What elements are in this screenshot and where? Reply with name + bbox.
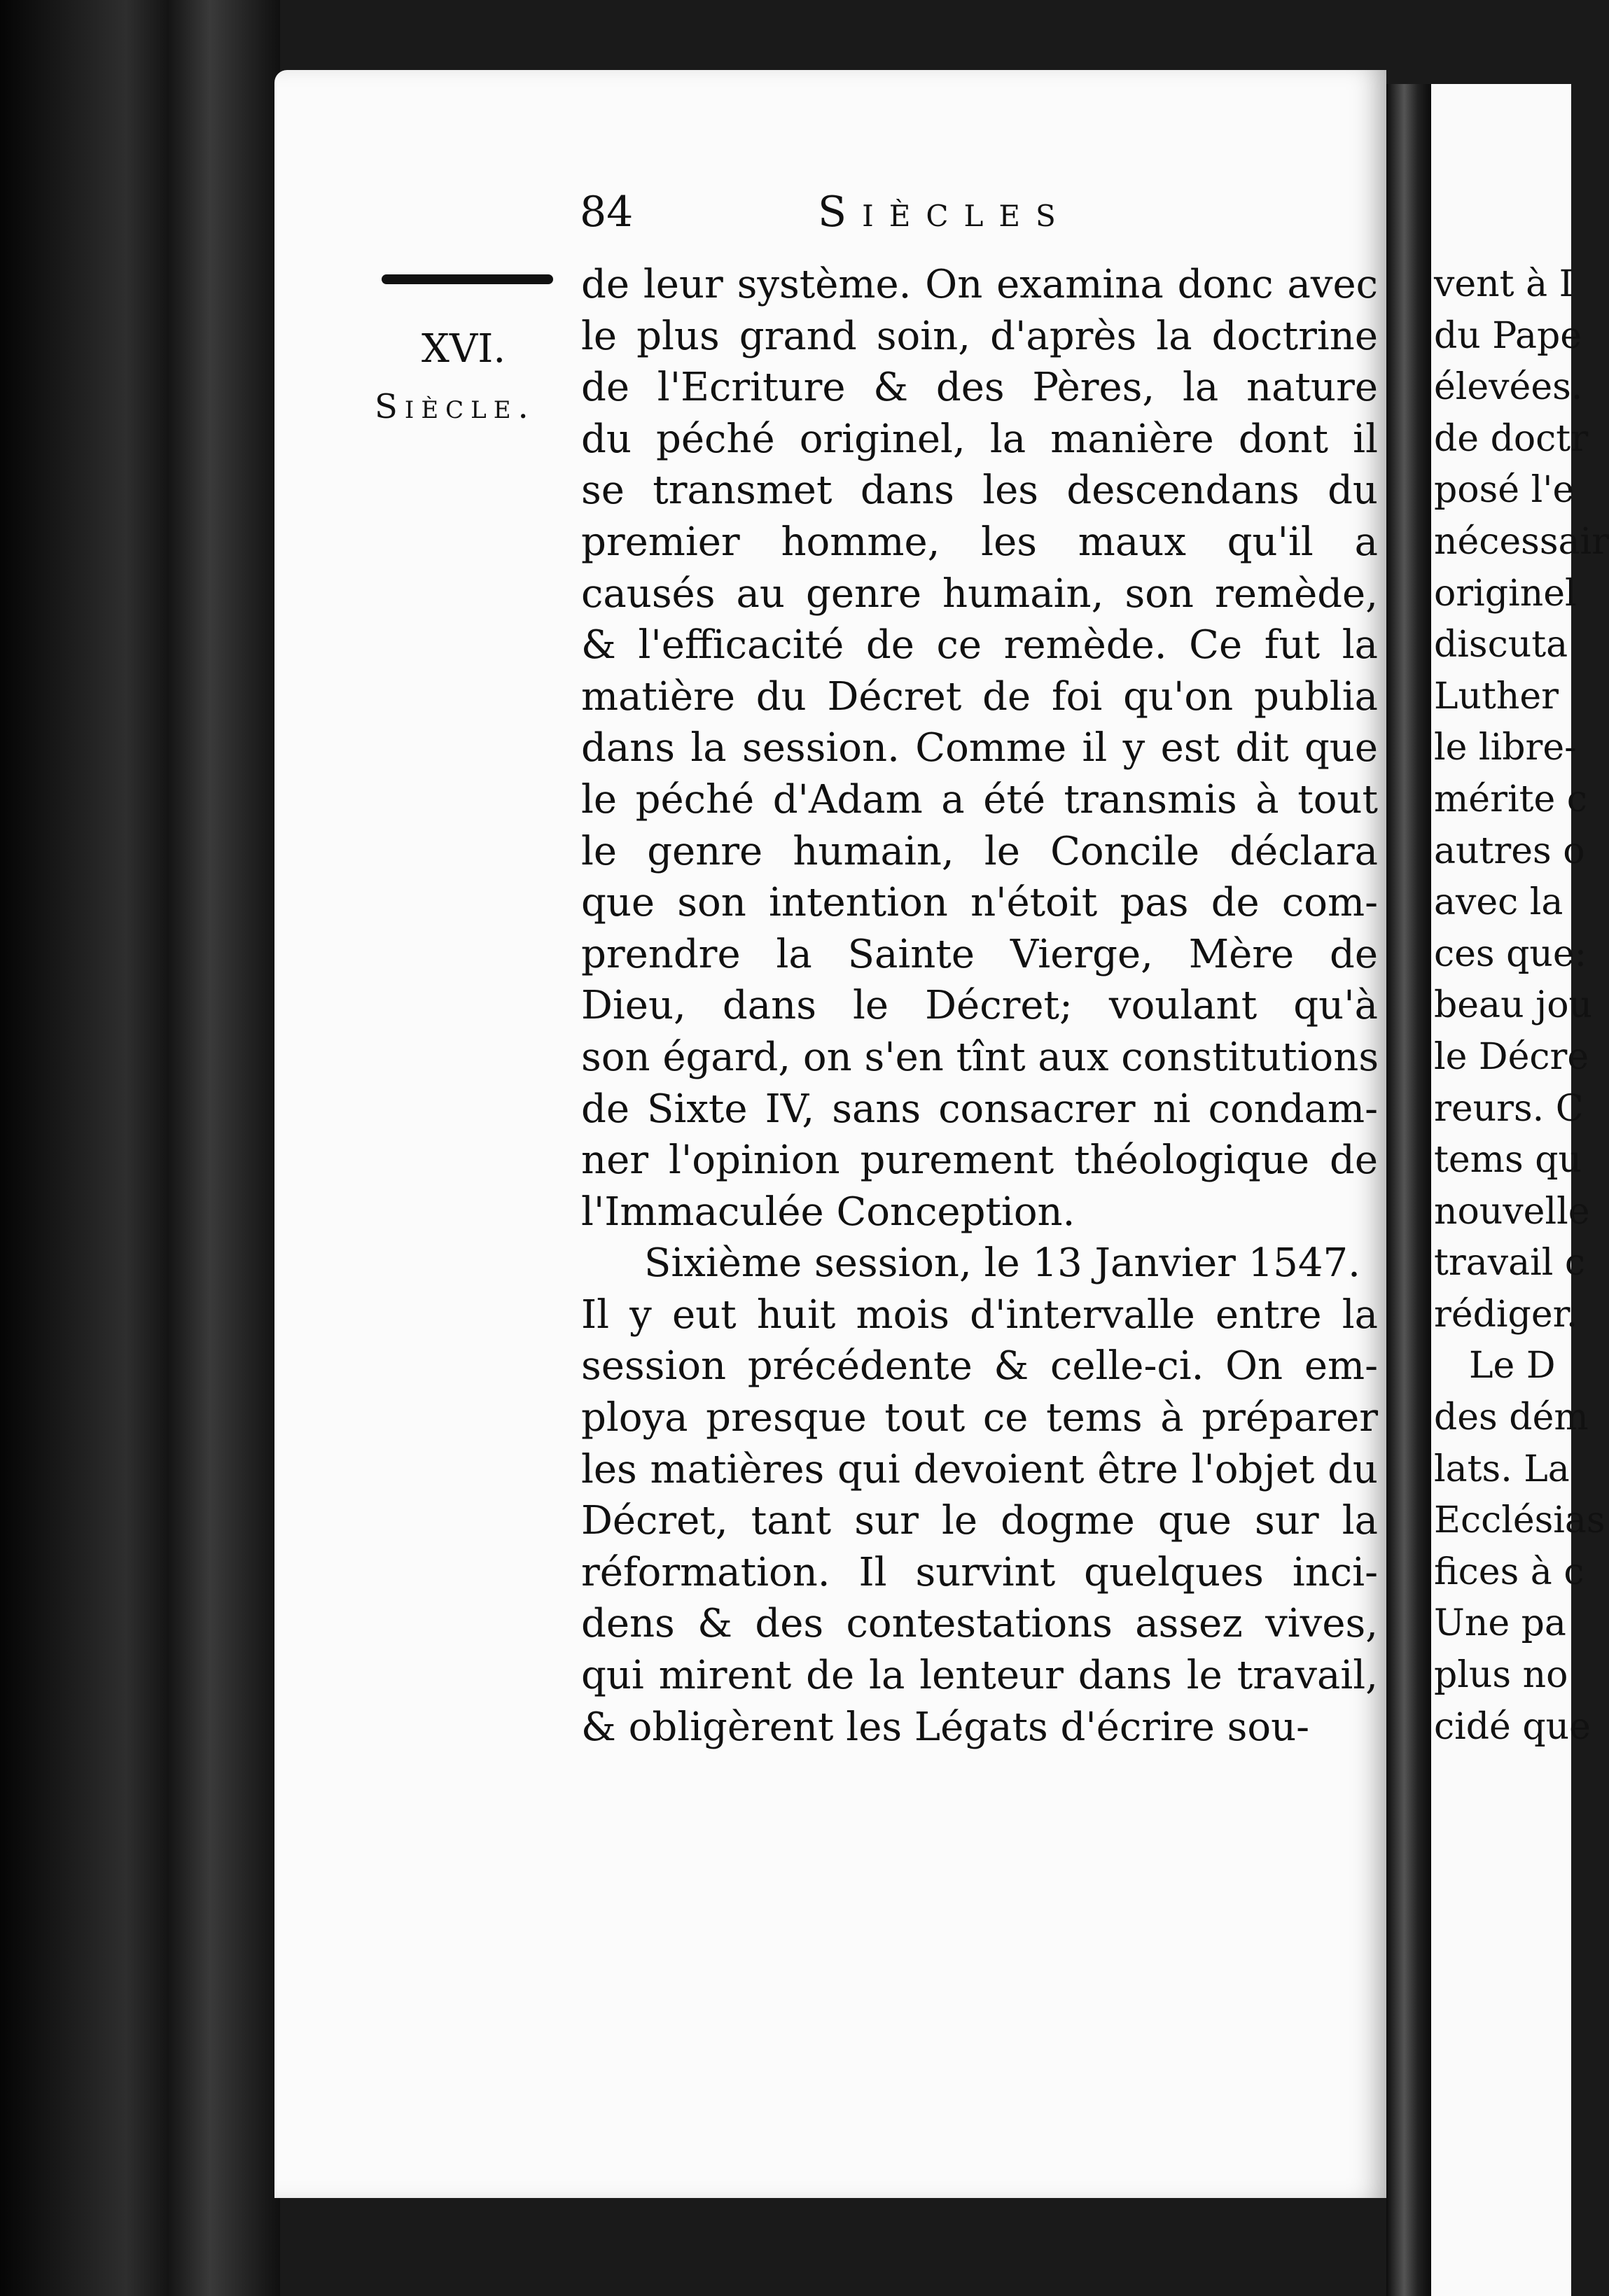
- text-line: mérite c: [1434, 778, 1587, 820]
- text-line: beau jou: [1434, 984, 1593, 1027]
- text-line: de l'Ecriture & des Pères, la nature: [581, 365, 1378, 411]
- text-line: des dém: [1434, 1396, 1589, 1439]
- text-line: Une pa: [1434, 1602, 1566, 1645]
- text-line: le libre-: [1434, 727, 1577, 769]
- text-line: Dieu, dans le Décret; voulant qu'à: [581, 983, 1378, 1029]
- text-line: que son intention n'étoit pas de com-: [581, 880, 1378, 926]
- text-line: session précédente & celle-ci. On em-: [581, 1343, 1378, 1390]
- text-line: nouvelle: [1434, 1190, 1590, 1233]
- text-line: le Décre: [1434, 1035, 1589, 1078]
- text-line: ner l'opinion purement théologique de: [581, 1138, 1378, 1184]
- text-line: discuta: [1434, 624, 1568, 666]
- text-line: reurs. C: [1434, 1087, 1584, 1130]
- text-line: du Pape: [1434, 314, 1582, 357]
- text-line: Sixième session, le 13 Janvier 1547.: [644, 1240, 1360, 1287]
- text-line: dens & des contestations assez vives,: [581, 1601, 1378, 1647]
- text-line: Décret, tant sur le dogme que sur la: [581, 1498, 1378, 1544]
- text-line: élevées.: [1434, 366, 1583, 409]
- text-line: originel: [1434, 572, 1577, 615]
- book-gutter: [1386, 84, 1431, 2296]
- text-line: le genre humain, le Concile déclara: [581, 828, 1378, 874]
- marginal-rule-ornament: [382, 274, 553, 284]
- text-line: réformation. Il survint quelques inci-: [581, 1549, 1378, 1595]
- text-line: & l'efficacité de ce remède. Ce fut la: [581, 622, 1378, 668]
- text-line: posé l'e: [1434, 469, 1575, 512]
- margin-century-number: XVI.: [422, 326, 506, 372]
- text-line: se transmet dans les descendans du: [581, 468, 1378, 514]
- text-line: ploya presque tout ce tems à préparer: [581, 1395, 1378, 1441]
- text-line: prendre la Sainte Vierge, Mère de: [581, 931, 1378, 977]
- running-title: Siècles: [818, 188, 1071, 237]
- text-line: cidé que: [1434, 1705, 1591, 1748]
- text-line: tems qu: [1434, 1139, 1582, 1182]
- text-line: ces que:: [1434, 932, 1587, 975]
- text-line: premier homme, les maux qu'il a: [581, 519, 1378, 565]
- text-line: de Sixte IV, sans consacrer ni condam-: [581, 1086, 1378, 1132]
- text-line: Ecclésias: [1434, 1499, 1605, 1542]
- text-line: le péché d'Adam a été transmis à tout: [581, 776, 1378, 822]
- text-line: autres o: [1434, 830, 1585, 872]
- text-line: & obligèrent les Légats d'écrire sou-: [581, 1704, 1310, 1750]
- text-line: matière du Décret de foi qu'on publia: [581, 673, 1378, 720]
- text-line: l'Immaculée Conception.: [581, 1189, 1075, 1235]
- left-page-body-text: [581, 259, 1378, 1753]
- text-line: causés au genre humain, son remède,: [581, 570, 1378, 617]
- text-line: de doctr: [1434, 417, 1589, 460]
- text-line: Luther: [1434, 675, 1559, 718]
- text-line: lats. La: [1434, 1448, 1570, 1490]
- text-line: dans la session. Comme il y est dit que: [581, 725, 1378, 771]
- text-line: vent à I: [1434, 263, 1574, 305]
- text-line: du péché originel, la manière dont il: [581, 416, 1378, 462]
- text-line: de leur système. On examina donc avec: [581, 262, 1378, 307]
- page-number: 84: [580, 188, 634, 237]
- text-line: rédiger.: [1434, 1293, 1578, 1336]
- text-line: travail c: [1434, 1242, 1586, 1284]
- text-line: les matières qui devoient être l'objet du: [581, 1446, 1378, 1492]
- text-line: plus no: [1434, 1654, 1568, 1697]
- text-line: le plus grand soin, d'après la doctrine: [581, 313, 1378, 359]
- text-line: fices à c: [1434, 1550, 1584, 1593]
- text-line: nécessair: [1434, 520, 1609, 563]
- text-line: Le D: [1469, 1345, 1556, 1387]
- book-edge-shadow: [0, 0, 280, 2296]
- text-line: Il y eut huit mois d'intervalle entre la: [581, 1292, 1378, 1338]
- text-line: qui mirent de la lenteur dans le travail,: [581, 1653, 1378, 1699]
- right-page-body-text: [1434, 259, 1609, 1753]
- margin-century-word: Siècle.: [375, 387, 536, 426]
- text-line: son égard, on s'en tînt aux constitutions: [581, 1034, 1379, 1080]
- text-line: avec la: [1434, 881, 1563, 924]
